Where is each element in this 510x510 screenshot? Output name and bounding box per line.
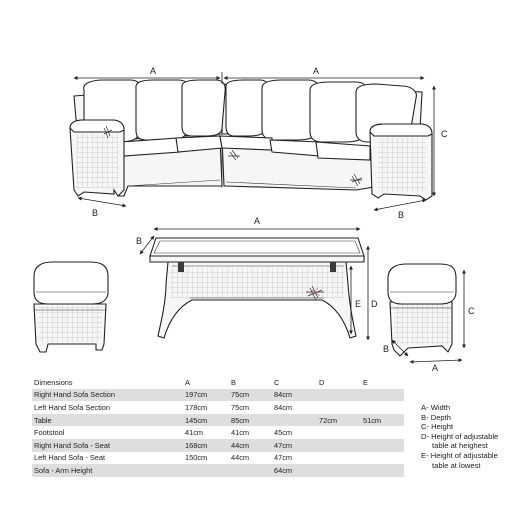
footstool-left-drawing bbox=[34, 262, 108, 352]
table-cell bbox=[361, 452, 404, 465]
table-cell: 41cm bbox=[183, 426, 229, 439]
table-cell bbox=[272, 414, 317, 427]
table-cell bbox=[317, 439, 361, 452]
table-cell: Sofa - Arm Height bbox=[32, 464, 183, 477]
table-cell bbox=[317, 452, 361, 465]
header-cell: D bbox=[319, 377, 325, 387]
table-cell bbox=[317, 426, 361, 439]
table-depth-label: B bbox=[136, 236, 143, 246]
header-cell: C bbox=[274, 377, 280, 387]
header-cell: B bbox=[231, 377, 236, 387]
legend-item: B- Depth bbox=[421, 412, 451, 422]
table-height-high-label: D bbox=[371, 299, 378, 309]
table-cell: Left Hand Sofa Section bbox=[32, 401, 183, 414]
table-cell: Table bbox=[32, 414, 183, 427]
table-cell: Left Hand Sofa - Seat bbox=[32, 452, 183, 465]
table-cell: 84cm bbox=[272, 389, 317, 402]
back-cushion-3 bbox=[182, 80, 225, 136]
dimensions-table bbox=[32, 376, 404, 477]
table-cell: 145cm bbox=[183, 414, 229, 427]
stool-width-label: A bbox=[432, 363, 439, 372]
table-cell: 45cm bbox=[272, 426, 317, 439]
table-cell: 51cm bbox=[361, 414, 404, 427]
legend-item: C- Height bbox=[421, 422, 454, 432]
dimension-legend bbox=[421, 403, 509, 470]
sofa-left-width-label: A bbox=[149, 66, 157, 76]
table-row bbox=[32, 452, 404, 465]
table-cell: 85cm bbox=[229, 414, 272, 427]
table-cell: 84cm bbox=[272, 401, 317, 414]
sofa-right-arm-top bbox=[370, 124, 432, 136]
table-cell bbox=[317, 464, 361, 477]
table-cell bbox=[361, 464, 404, 477]
footstool-left-cushion bbox=[34, 262, 108, 304]
table-row bbox=[32, 426, 404, 439]
table-cell: 41cm bbox=[229, 426, 272, 439]
table-cell: Right Hand Sofa Section bbox=[32, 389, 183, 402]
table-cell: 44cm bbox=[229, 439, 272, 452]
stool-depth-label: B bbox=[383, 344, 390, 354]
table-cell bbox=[317, 389, 361, 402]
legend-item: table at lowest bbox=[432, 460, 481, 470]
sofa-depth-left-label: B bbox=[92, 208, 99, 218]
header-cell: E bbox=[363, 377, 368, 387]
sofa-right-width-label: A bbox=[312, 66, 320, 76]
table-cell bbox=[361, 439, 404, 452]
legend-item: A- Width bbox=[421, 403, 451, 412]
table-row bbox=[32, 439, 404, 452]
table-header-row bbox=[32, 376, 404, 389]
legend-item: table at heighest bbox=[432, 441, 488, 451]
legend-item: E- Height of adjustable bbox=[421, 450, 498, 460]
table-cell: 47cm bbox=[272, 452, 317, 465]
sofa-depth-right-label: B bbox=[398, 210, 405, 220]
table-row bbox=[32, 401, 404, 414]
table-cell bbox=[317, 401, 361, 414]
table-width-label: A bbox=[253, 216, 261, 226]
seat-cushion-3 bbox=[220, 136, 272, 150]
header-cell: A bbox=[185, 377, 190, 387]
table-cell bbox=[361, 426, 404, 439]
table-cell: 178cm bbox=[183, 401, 229, 414]
table-row bbox=[32, 389, 404, 402]
table-cell: 150cm bbox=[183, 452, 229, 465]
table-row bbox=[32, 414, 404, 427]
table-cell: 197cm bbox=[183, 389, 229, 402]
corner-sofa-drawing bbox=[70, 80, 432, 200]
footstool-right-cushion bbox=[388, 264, 456, 304]
table-cell bbox=[361, 389, 404, 402]
header-cell: Dimensions bbox=[34, 377, 73, 387]
footstool-right-drawing bbox=[388, 264, 456, 356]
table-cell: 64cm bbox=[272, 464, 317, 477]
table-cell: 75cm bbox=[229, 401, 272, 414]
table-height-low-label: E bbox=[355, 299, 362, 309]
table-cell bbox=[361, 401, 404, 414]
table-cell bbox=[229, 464, 272, 477]
table-row bbox=[32, 464, 404, 477]
table-cell bbox=[183, 464, 229, 477]
table-cell: Footstool bbox=[32, 426, 183, 439]
table-cell: Right Hand Sofa - Seat bbox=[32, 439, 183, 452]
table-cell: 75cm bbox=[229, 389, 272, 402]
sofa-left-arm-top bbox=[70, 120, 124, 132]
table-cell: 44cm bbox=[229, 452, 272, 465]
stool-height-label: C bbox=[468, 306, 475, 316]
table-drawing bbox=[150, 238, 364, 338]
table-cell: 47cm bbox=[272, 439, 317, 452]
back-cushion-2 bbox=[136, 80, 189, 140]
table-cell: 168cm bbox=[183, 439, 229, 452]
seat-cushion-5 bbox=[316, 142, 370, 160]
table-cell: 72cm bbox=[317, 414, 361, 427]
sofa-height-label: C bbox=[441, 129, 448, 139]
legend-item: D- Height of adjustable bbox=[421, 431, 499, 441]
